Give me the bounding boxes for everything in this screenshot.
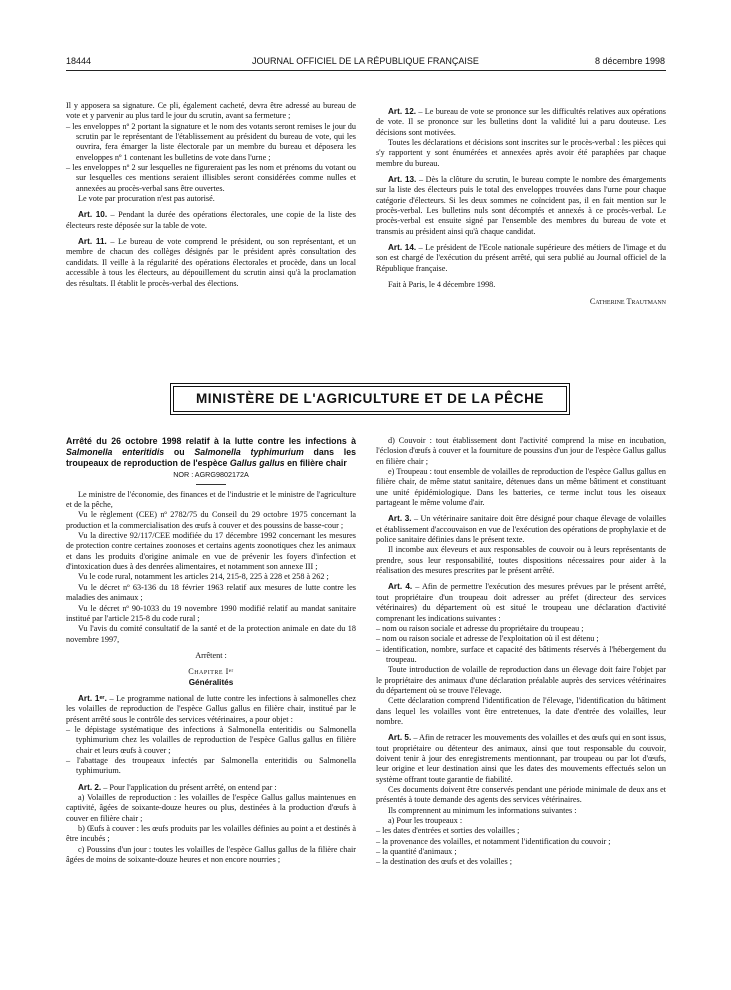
article-text: – Un vétérinaire sanitaire doit être désigné pour chaque élevage de volailles et établissement d'accouvaison en vue de l'exécution des opérations de prophylaxie et de police sanitaire définies dans le présent texte. <box>376 514 666 545</box>
paragraph: Il y apposera sa signature. Ce pli, également cacheté, devra être adressé au bureau de vote et y parvenir au plus tard le jour du scrutin, avant sa fermeture ; <box>66 101 356 121</box>
article-text: – Dès la clôture du scrutin, le bureau compte le nombre des émargements sur la liste des électeurs puis le total des enveloppes trouvées dans l'urne pour chaque catégorie d'électeurs. Si les deux sommes ne coïncident pas, il en fait mention sur le procès-verbal. Les bulletins nuls sont décomptés et annexés à ce procès-verbal. Le procès-verbal est ensuite signé par l'ensemble des membres du bureau de vote et transmis au président ainsi qu'à chaque candidat. <box>376 175 666 236</box>
list-item: – les enveloppes nº 2 sur lesquelles ne figureraient pas les nom et prénoms du votant ou sur lesquelles ces mentions seraient illisibles seront considérées comme nulles et annexées au procès-verbal sans être ouvertes. <box>66 163 356 193</box>
paragraph: Cette déclaration comprend l'identification de l'élevage, l'identification du bâtiment dans lequel les volailles vont être entretenues, la date d'entrée des volailles, leur nombre. <box>376 696 666 726</box>
list-item: – la quantité d'animaux ; <box>376 847 457 857</box>
paragraph: Ces documents doivent être conservés pendant une période minimale de deux ans et présentés à toute demande des agents des services vétérinaires. <box>376 785 666 805</box>
paragraph: Toute introduction de volaille de reproduction dans un élevage doit faire l'objet par le propriétaire des animaux d'une déclaration préalable auprès des services vétérinaires du département où se trouve l'élevage. <box>376 665 666 695</box>
article-text: – Le bureau de vote comprend le président, ou son représentant, et un membre de chacun des collèges désignés par le président après consultation des candidats. Il veille à la régularité des opérations électorales et procède, dans un local accessible à tous les électeurs, au dépouillement du scrutin ainsi qu'à la proclamation des résultats. Il établit le procès-verbal des élections. <box>66 237 356 288</box>
paragraph: Vu le règlement (CEE) nº 2782/75 du Conseil du 29 octobre 1975 concernant la production et la commercialisation des œufs à couver et des poussins de basse-cour ; <box>66 510 356 530</box>
article-label: Art. 2. <box>78 782 102 792</box>
article-label: Art. 1ᵉʳ. <box>78 693 107 703</box>
paragraph: Le vote par procuration n'est pas autorisé. <box>78 194 215 204</box>
list-item: – nom ou raison sociale et adresse du propriétaire du troupeau ; <box>376 623 584 633</box>
article-label: Art. 3. <box>388 514 412 524</box>
article-paragraph <box>376 175 666 237</box>
article-paragraph <box>376 582 666 623</box>
chapter-heading: Chapitre Iᵉʳ <box>188 667 234 677</box>
paragraph: Vu le code rural, notamment les articles 214, 215-8, 225 à 228 et 258 à 262 ; <box>78 572 329 582</box>
article-paragraph <box>376 243 666 274</box>
nor-reference: NOR : AGRG9802172A <box>173 470 249 480</box>
article-label: Art. 5. <box>388 733 412 743</box>
article-paragraph <box>376 107 666 138</box>
title-separator <box>196 484 226 485</box>
decree-body-left <box>66 490 356 866</box>
article-text: – Le programme national de lutte contre les infections à salmonelles chez les volailles de reproduction de l'espèce Gallus gallus en filière chair, institué par le présent arrêté sous le contrôle des services vétérinaires, a pour objet : <box>66 693 356 724</box>
paragraph: Le ministre de l'économie, des finances et de l'industrie et le ministre de l'agriculture et de la pêche, <box>66 489 356 510</box>
bottom-right-column <box>376 436 666 868</box>
article-text: – Pour l'application du présent arrêté, on entend par : <box>101 782 277 792</box>
list-item: – les enveloppes nº 2 portant la signature et le nom des votants seront remises le jour du scrutin par le représentant de l'établissement au président du bureau de vote, qui les ouvrira, fera émarger la liste électorale par un membre du bureau et déposera les enveloppes nº 1 contenant les bulletins de vote dans l'urne ; <box>66 121 356 162</box>
paragraph: e) Troupeau : tout ensemble de volailles de reproduction de l'espèce Gallus gallus en filière chair, de même statut sanitaire, détenues dans un même bâtiment et constituant une unité épidémiologique. Dans les batteries, ce terme inclut tous les oiseaux partageant le même volume d'air. <box>376 467 666 508</box>
article-label: Art. 4. <box>388 582 413 592</box>
paragraph: b) Œufs à couver : les œufs produits par les volailles définies au point a et destinés à être incubés ; <box>66 824 356 844</box>
paragraph: a) Volailles de reproduction : les volailles de l'espèce Gallus gallus maintenues en captivité, âgées de soixante-douze heures ou plus, destinées à la production d'œufs à couver en filière chair ; <box>66 793 356 823</box>
issue-date: 8 décembre 1998 <box>594 56 665 66</box>
article-paragraph <box>66 237 356 289</box>
paragraph: Ils comprennent au minimum les informations suivantes : <box>388 805 577 815</box>
decree-title: Arrêté du 26 octobre 1998 relatif à la lutte contre les infections à Salmonella enteritidis ou Salmonella typhimurium dans les troupeaux de reproduction de l'espèce Gallus gallus en filière chair <box>66 436 356 468</box>
article-paragraph <box>376 733 666 785</box>
journal-title: JOURNAL OFFICIEL DE LA RÉPUBLIQUE FRANÇAISE <box>252 56 479 66</box>
article-text: – Pendant la durée des opérations électorales, une copie de la liste des électeurs reste déposée sur la table de vote. <box>66 210 356 230</box>
top-left-column <box>66 101 356 289</box>
signature: Catherine Trautmann <box>589 296 666 306</box>
article-text: – Le bureau de vote se prononce sur les difficultés relatives aux opérations de vote. Il se prononce sur les bulletins dont la validité lui a paru douteuse. Les décisions sont motivées. <box>376 107 666 137</box>
bottom-left-column <box>66 436 356 865</box>
list-item: – le dépistage systématique des infections à Salmonella enteritidis ou Salmonella typhimurium chez les volailles de reproduction de l'espèce Gallus gallus en filière chair et leurs œufs à couver ; <box>66 724 356 755</box>
paragraph: c) Poussins d'un jour : toutes les volailles de l'espèce Gallus gallus de la filière chair âgées de moins de soixante-douze heures et non encore nourries ; <box>66 844 356 865</box>
article-paragraph <box>66 783 356 793</box>
article-paragraph <box>66 694 356 725</box>
article-paragraph <box>66 210 356 231</box>
article-text: – Le président de l'Ecole nationale supérieure des métiers de l'image et du son est chargé de l'exécution du présent arrêté, qui sera publié au Journal officiel de la République française. <box>376 243 666 273</box>
article-label: Art. 11. <box>78 237 107 247</box>
paragraph: Vu le décret nº 63-136 du 18 février 1963 relatif aux mesures de lutte contre les maladies des animaux ; <box>66 582 356 603</box>
article-label: Art. 13. <box>388 175 417 185</box>
page-number: 18444 <box>66 56 92 66</box>
article-paragraph <box>376 514 666 545</box>
paragraph: Vu la directive 92/117/CEE modifiée du 17 décembre 1992 concernant les mesures de protection contre certaines zoonoses et certains agents zoonotiques chez les animaux et dans les produits d'origine animale en vue de prévenir les foyers d'infection et d'intoxication dues à des denrées alimentaires, et notamment son annexe III ; <box>66 531 356 572</box>
paragraph: Il incombe aux éleveurs et aux responsables de couvoir ou à leurs représentants de prendre, sous leur responsabilité, toutes dispositions nécessaires pour aider à la réalisation des mesures prescrites par le présent arrêté. <box>376 545 666 576</box>
list-item: – la provenance des volailles, et notamment l'identification du couvoir ; <box>376 836 611 846</box>
paragraph: d) Couvoir : tout établissement dont l'activité comprend la mise en incubation, l'éclosion d'œufs à couver et la fourniture de poussins d'un jour de l'espèce Gallus gallus en filière chair ; <box>376 436 666 466</box>
arretent-heading: Arrêtent : <box>195 650 227 660</box>
section-heading: Généralités <box>188 677 234 687</box>
list-item: – l'abattage des troupeaux infectés par Salmonella enteritidis ou Salmonella typhimurium. <box>66 755 356 776</box>
header-rule <box>66 70 666 71</box>
paragraph: Vu l'avis du comité consultatif de la santé et de la protection animale en date du 18 novembre 1997, <box>66 624 356 644</box>
top-right-column <box>376 101 666 307</box>
list-item: – les dates d'entrées et sorties des volailles ; <box>376 826 520 836</box>
paragraph: Vu le décret nº 90-1033 du 19 novembre 1990 modifié relatif au mandat sanitaire institué par l'article 215-8 du code rural ; <box>66 603 356 623</box>
list-item: – la destination des œufs et des volailles ; <box>376 857 512 867</box>
article-text: – Afin de retracer les mouvements des volailles et des œufs qui en sont issus, tout propriétaire ou détenteur des animaux, ainsi que tout responsable du couvoir, doivent tenir à jour des enregistrements mentionnant, par troupeau ou par lot d'œufs, leur origine et leur destination ainsi que les dates des mouvements effectués selon un système offrant toute garantie de fiabilité. <box>376 733 666 784</box>
article-text: – Afin de permettre l'exécution des mesures prévues par le présent arrêté, tout propriétaire d'un troupeau doit adresser au préfet (directeur des services vétérinaires) du département où est situé le troupeau une déclaration d'activité comprenant les indications suivantes : <box>376 582 666 623</box>
paragraph: a) Pour les troupeaux : <box>388 816 463 826</box>
list-item: – nom ou raison sociale et adresse de l'exploitation où il est détenu ; <box>376 634 599 644</box>
ministry-banner: MINISTÈRE DE L'AGRICULTURE ET DE LA PÊCHE <box>173 386 567 412</box>
article-label: Art. 10. <box>78 210 108 220</box>
article-label: Art. 12. <box>388 107 417 116</box>
paragraph: Toutes les déclarations et décisions sont inscrites sur le procès-verbal : les pièces qui s'y rapportent y sont énumérées et annexées après avoir été paraphées par chaque membre du bureau. <box>376 138 666 168</box>
paragraph: Fait à Paris, le 4 décembre 1998. <box>388 280 496 290</box>
article-label: Art. 14. <box>388 243 417 253</box>
list-item: – identification, nombre, surface et capacité des bâtiments réservés à l'hébergement du troupeau. <box>376 644 666 664</box>
